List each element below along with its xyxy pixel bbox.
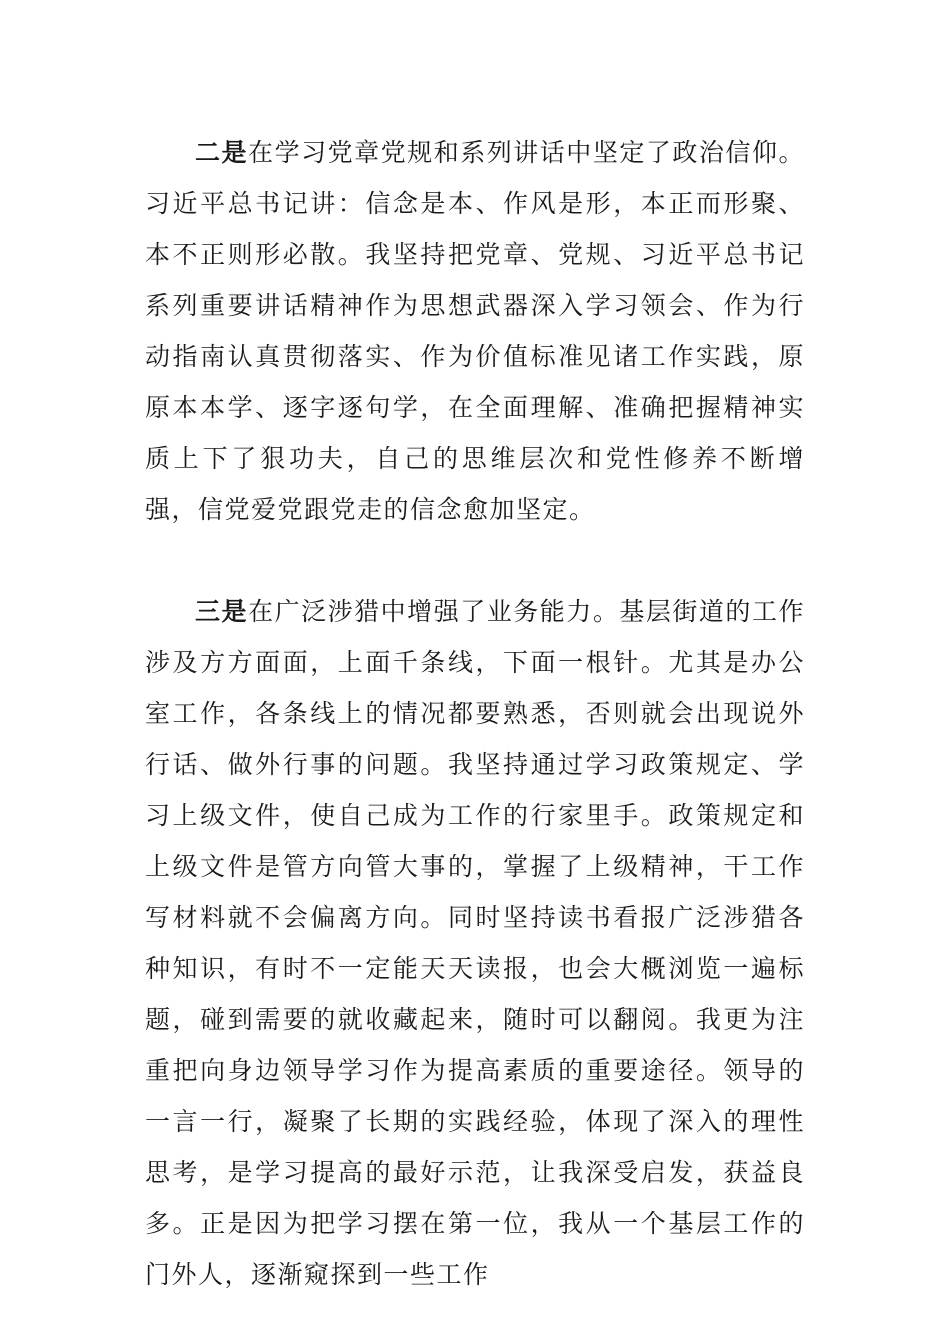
paragraph-text: 在广泛涉猎中增强了业务能力。基层街道的工作涉及方方面面，上面千条线，下面一根针。尤其是办公室工作，各条线上的情况都要熟悉，否则就会出现说外行话、做外行事的问题。我坚持通过学习政策规定、学习上级文件，使自己成为工作的行家里手。政策规定和上级文件是管方向管大事的，掌握了上级精神，干工作写材料就不会偏离方向。同时坚持读书看报广泛涉猎各种知识，有时不一定能天天读报，也会大概浏览一遍标题，碰到需要的就收藏起来，随时可以翻阅。我更为注重把向身边领导学习作为提高素质的重要途径。领导的一言一行，凝聚了长期的实践经验，体现了深入的理性思考，是学习提高的最好示范，让我深受启发，获益良多。正是因为把学习摆在第一位，我从一个基层工作的门外人，逐渐窥探到一些工作 <box>145 597 805 1289</box>
paragraph-lead: 三是 <box>195 597 249 626</box>
paragraph-text: 在学习党章党规和系列讲话中坚定了政治信仰。习近平总书记讲：信念是本、作风是形，本正而形聚、本不正则形必散。我坚持把党章、党规、习近平总书记系列重要讲话精神作为思想武器深入学习领会、作为行动指南认真贯彻落实、作为价值标准见诸工作实践，原原本本学、逐字逐句学，在全面理解、准确把握精神实质上下了狠功夫，自己的思维层次和党性修养不断增强，信党爱党跟党走的信念愈加坚定。 <box>145 138 805 524</box>
document-body <box>145 127 805 1300</box>
paragraph-political-belief <box>145 127 805 535</box>
paragraph-lead: 二是 <box>195 138 249 167</box>
paragraph-business-ability <box>145 586 805 1300</box>
